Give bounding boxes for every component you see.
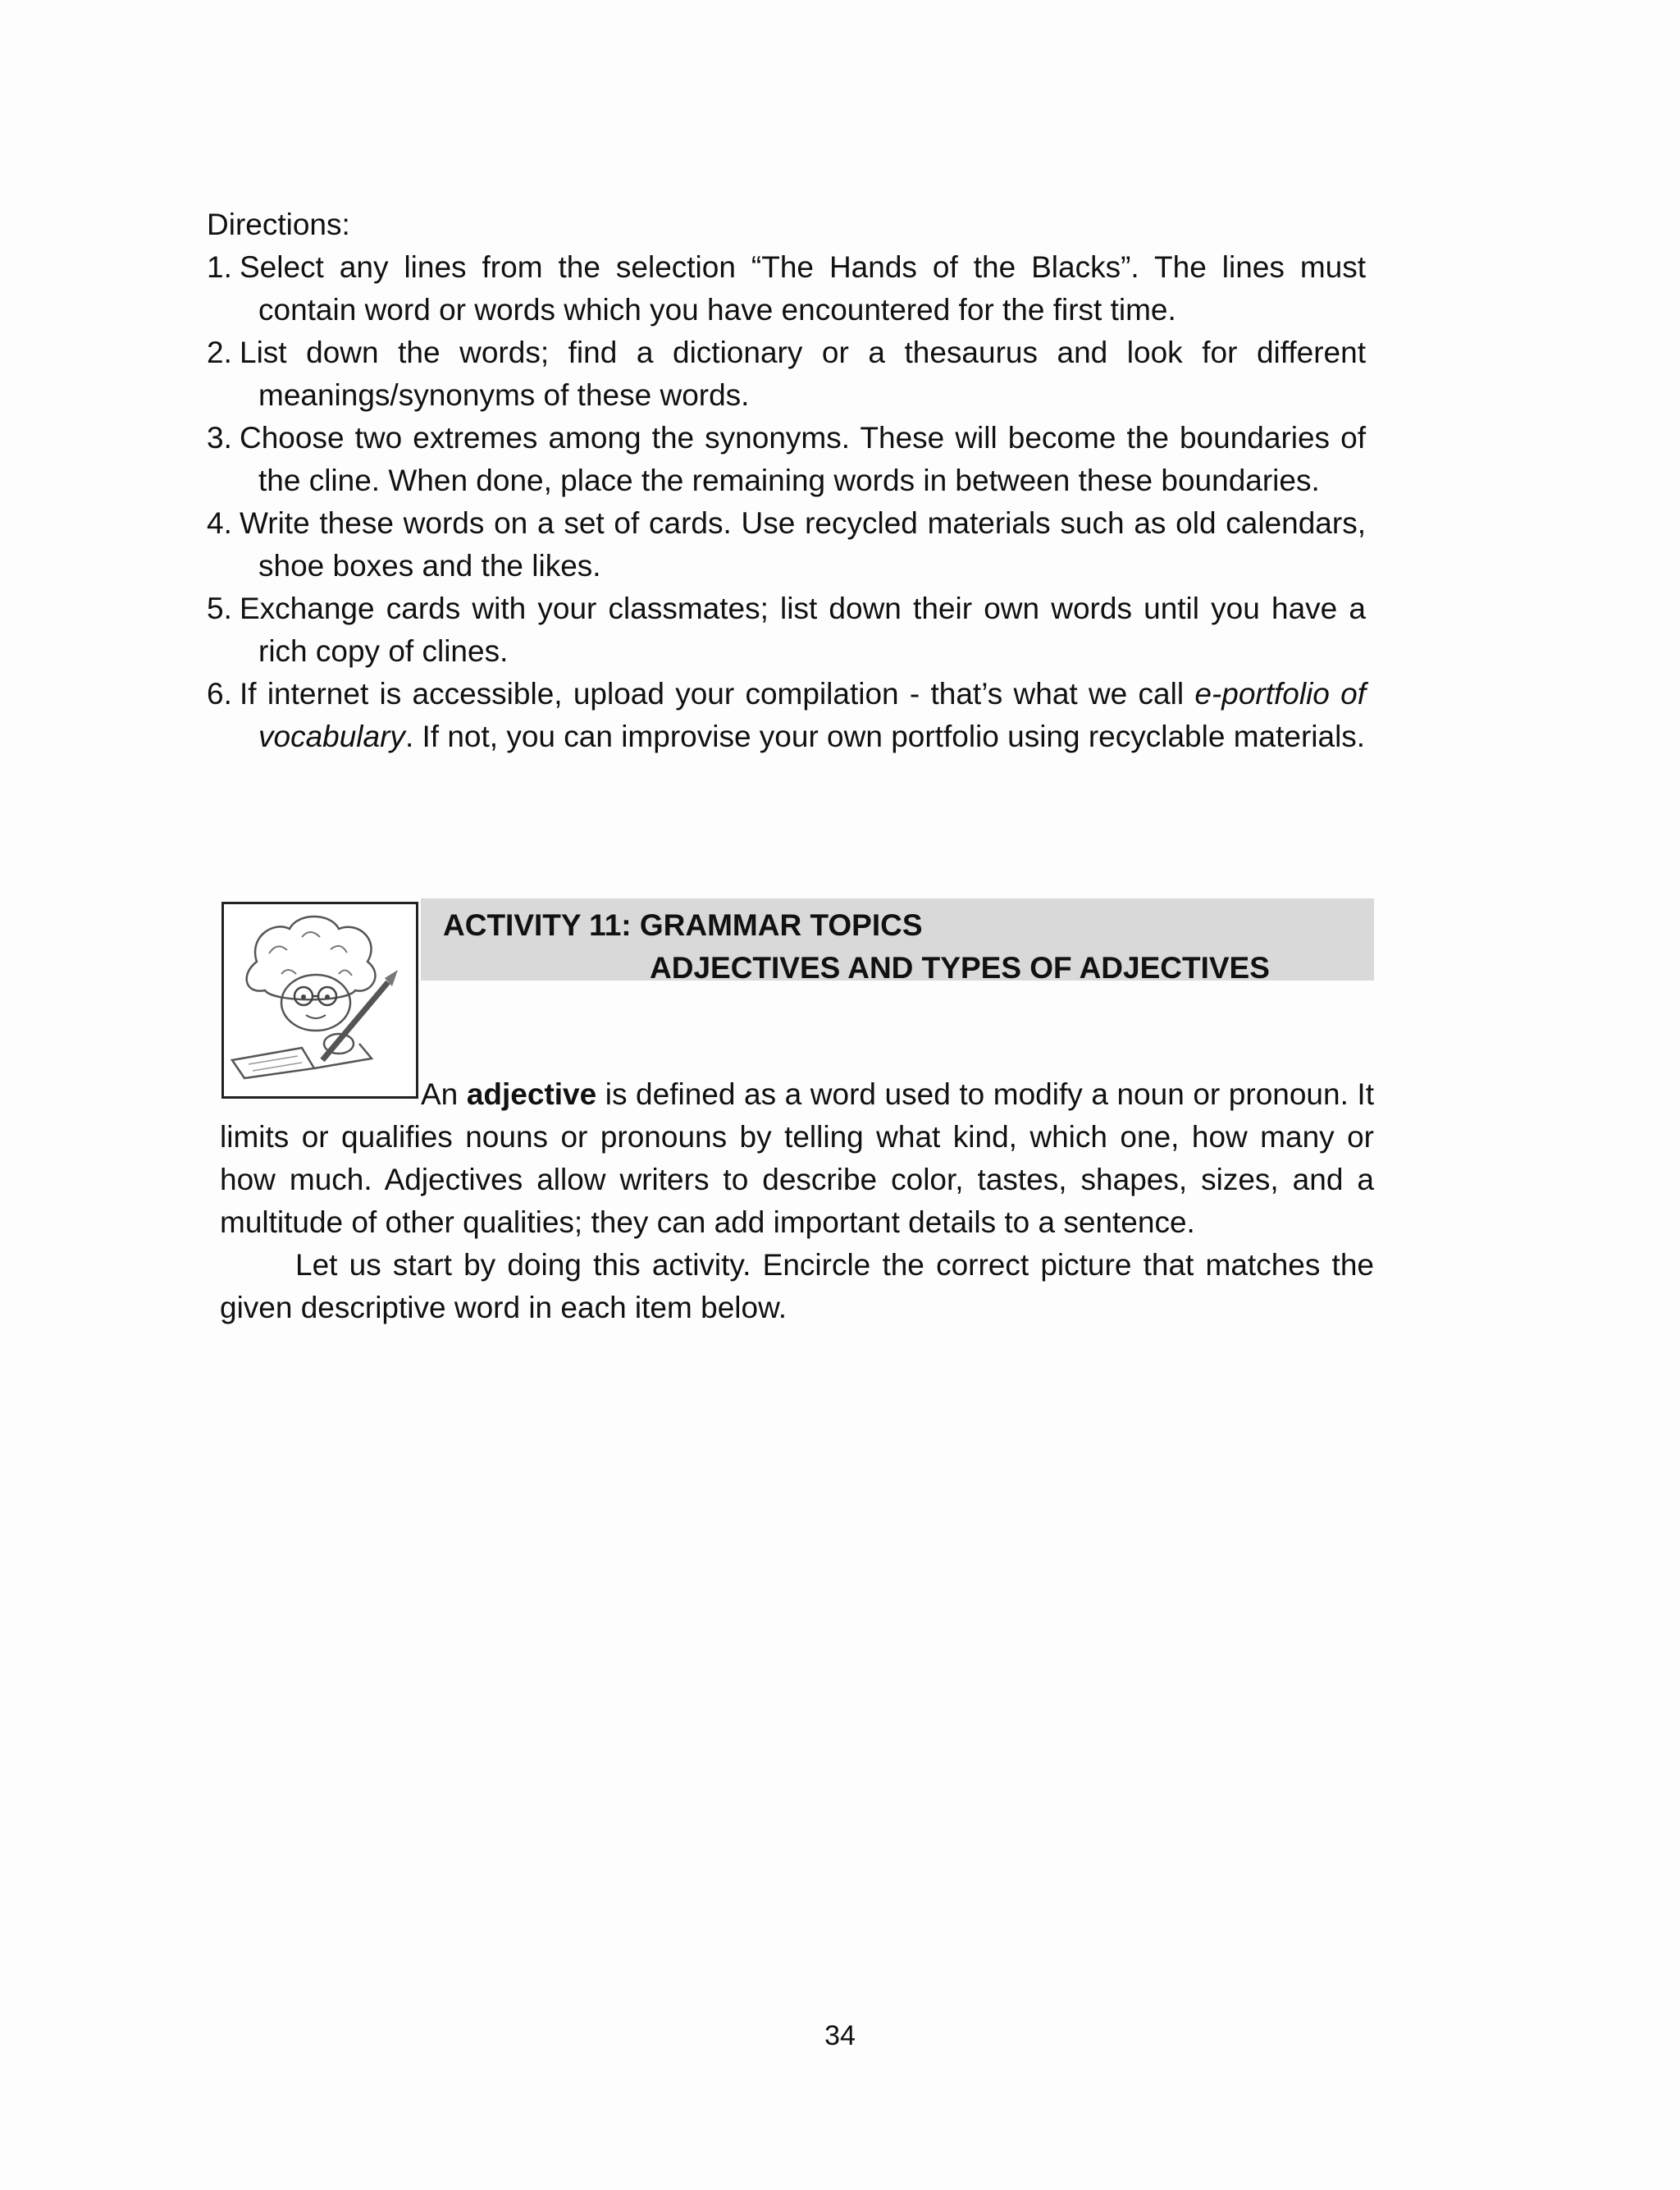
list-item-number: 4. xyxy=(207,506,232,540)
student-writing-illustration xyxy=(221,902,418,1099)
list-item-number: 2. xyxy=(207,336,232,369)
student-writing-icon xyxy=(224,904,416,1096)
bold-term: adjective xyxy=(466,1077,597,1111)
list-item-number: 6. xyxy=(207,677,232,711)
list-item-text: Write these words on a set of cards. Use recycled materials such as old calendars, shoe boxes and the likes. xyxy=(240,506,1366,583)
activity-title: ACTIVITY 11: GRAMMAR TOPICS xyxy=(443,908,923,942)
list-item-text: Select any lines from the selection “The Hands of the Blacks”. The lines must contain word or words which you have encountered for the first time. xyxy=(240,250,1366,327)
list-item xyxy=(207,246,1366,331)
list-item xyxy=(207,588,1366,673)
intro-paragraph xyxy=(220,1073,1374,1244)
list-item-text: Choose two extremes among the synonyms. These will become the boundaries of the cline. When done, place the remaining words in between these boundaries. xyxy=(240,421,1366,497)
list-item-text: List down the words; find a dictionary or a thesaurus and look for different meanings/synonyms of these words. xyxy=(240,336,1366,412)
list-item-text xyxy=(240,673,1367,758)
intro-text: is defined as a word used to modify a noun or pronoun. It limits or qualifies nouns or pronouns by telling what kind, which one, how many or how much. Adjectives allow writers to describe color, tastes, shapes, sizes, and a multitude of other qualities; they can add important details to a sentence. xyxy=(220,1077,1374,1239)
list-item-number: 1. xyxy=(207,250,232,284)
intro-lead: An xyxy=(421,1077,467,1111)
list-item xyxy=(207,417,1366,502)
list-item xyxy=(207,331,1366,417)
italic-term: e-portfolio of vocabulary xyxy=(258,677,1367,753)
list-item-number: 5. xyxy=(207,592,232,625)
directions-heading: Directions: xyxy=(207,208,350,241)
directions-list xyxy=(207,246,1366,758)
activity-instructions: Let us start by doing this activity. Encircle the correct picture that matches the given descriptive word in each item below. xyxy=(220,1248,1374,1324)
list-item xyxy=(207,502,1366,588)
list-item-text-end: . If not, you can improvise your own portfolio using recyclable materials. xyxy=(404,720,1366,753)
list-item-number: 3. xyxy=(207,421,232,455)
list-item xyxy=(207,673,1366,758)
list-item-text-start: If internet is accessible, upload your compilation - that’s what we call xyxy=(240,677,1195,711)
list-item-text: Exchange cards with your classmates; list down their own words until you have a rich copy of clines. xyxy=(240,592,1366,668)
page-number: 34 xyxy=(824,2020,856,2051)
activity-subtitle: ADJECTIVES AND TYPES OF ADJECTIVES xyxy=(650,951,1270,985)
